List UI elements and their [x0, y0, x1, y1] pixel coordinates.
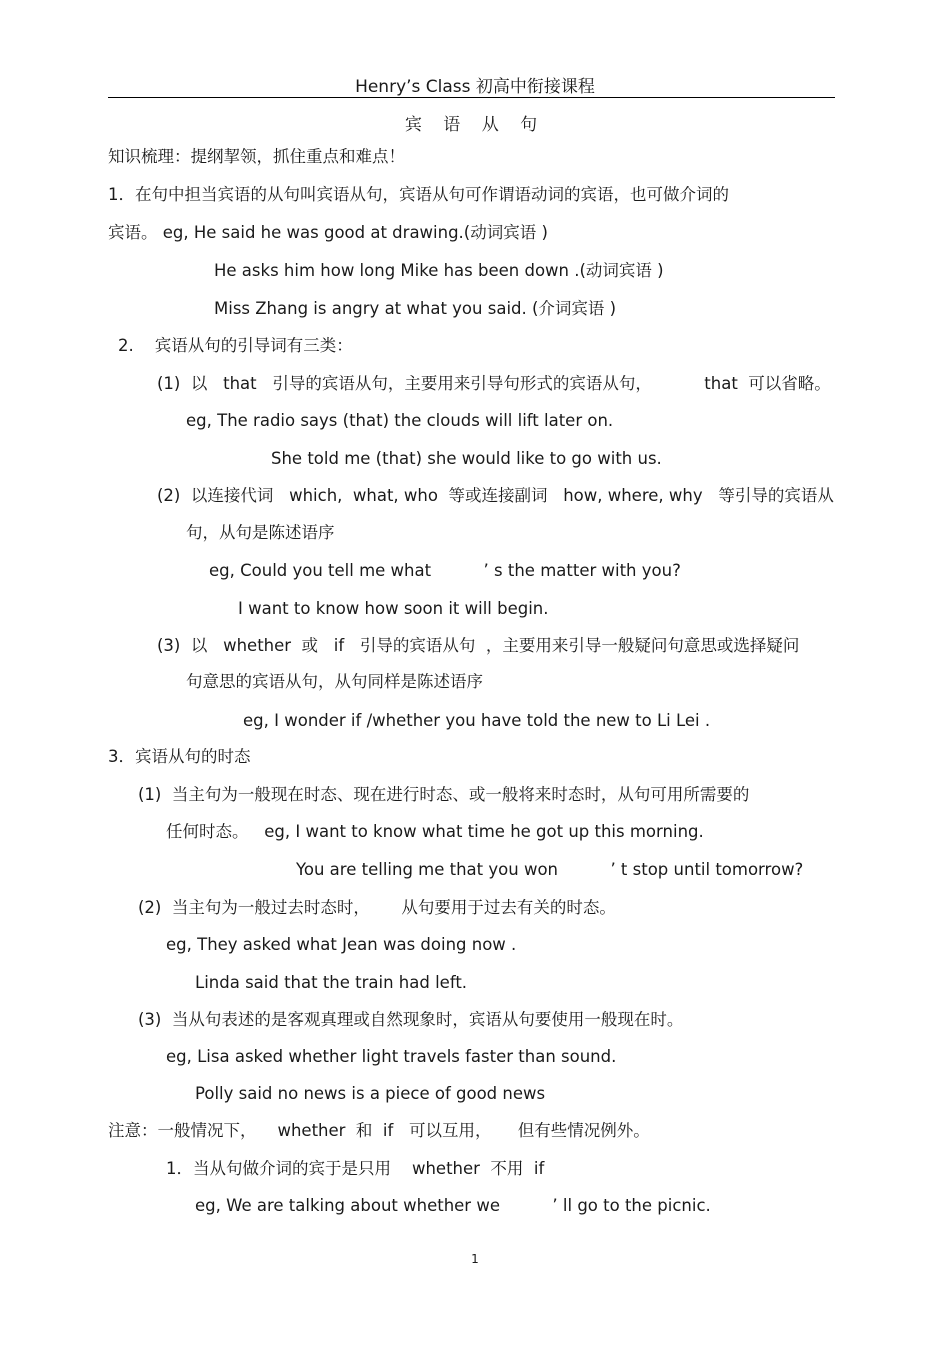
point-2-heading: 2. 宾语从句的引导词有三类：: [118, 336, 353, 355]
rule-line: (3) 以 whether 或 if 引导的宾语从句 ，主要用来引导一般疑问句意思或选择疑问: [157, 636, 800, 655]
example-line: eg, I wonder if /whether you have told the new to Li Lei .: [243, 711, 711, 730]
rule-line: 句意思的宾语从句，从句同样是陈述语序: [186, 672, 483, 691]
example-line: Miss Zhang is angry at what you said. (介词宾语 ): [214, 299, 617, 318]
example-line: eg, They asked what Jean was doing now .: [166, 935, 517, 954]
rule-line: (1) 以 that 引导的宾语从句，主要用来引导句形式的宾语从句， that 可以省略。: [157, 374, 831, 393]
example-line: eg, We are talking about whether we ’ ll go to the picnic.: [195, 1196, 711, 1215]
rule-line: (2) 当主句为一般过去时态时， 从句要用于过去有关的时态。: [138, 898, 616, 917]
page-number: 1: [471, 1252, 479, 1266]
point-3-heading: 3．宾语从句的时态: [108, 747, 251, 766]
header-rule: [108, 97, 835, 98]
rule-line: (2) 以连接代词 which, what, who 等或连接副词 how, where, why 等引导的宾语从: [157, 486, 834, 505]
example-line: You are telling me that you won ’ t stop until tomorrow?: [296, 860, 804, 879]
note-item: 1．当从句做介词的宾于是只用 whether 不用 if: [166, 1159, 545, 1178]
example-line: She told me (that) she would like to go with us.: [271, 449, 662, 468]
rule-line: (1) 当主句为一般现在时态、现在进行时态、或一般将来时态时，从句可用所需要的: [138, 785, 750, 804]
rule-line: 任何时态。 eg, I want to know what time he got up this morning.: [166, 822, 704, 841]
example-line: eg, The radio says (that) the clouds will lift later on.: [186, 411, 614, 430]
point-1-line: 1．在句中担当宾语的从句叫宾语从句，宾语从句可作谓语动词的宾语，也可做介词的: [108, 185, 729, 204]
example-line: eg, Lisa asked whether light travels faster than sound.: [166, 1047, 617, 1066]
rule-line: 句，从句是陈述语序: [186, 523, 335, 542]
note-line: 注意：一般情况下， whether 和 if 可以互用， 但有些情况例外。: [108, 1121, 650, 1140]
example-line: He asks him how long Mike has been down .(动词宾语 ): [214, 261, 664, 280]
section-title: 宾 语 从 句: [404, 115, 546, 135]
example-line: eg, Could you tell me what ’ s the matter with you?: [209, 561, 681, 580]
example-line: Polly said no news is a piece of good news: [195, 1084, 546, 1103]
intro-line: 知识梳理：提纲挈领，抓住重点和难点！: [108, 147, 405, 166]
rule-line: (3) 当从句表述的是客观真理或自然现象时，宾语从句要使用一般现在时。: [138, 1010, 684, 1029]
example-line: Linda said that the train had left.: [195, 973, 468, 992]
page-header: Henry’s Class 初高中衔接课程: [355, 77, 595, 97]
point-1-line: 宾语。 eg, He said he was good at drawing.(动词宾语 ): [108, 223, 548, 242]
example-line: I want to know how soon it will begin.: [238, 599, 549, 618]
